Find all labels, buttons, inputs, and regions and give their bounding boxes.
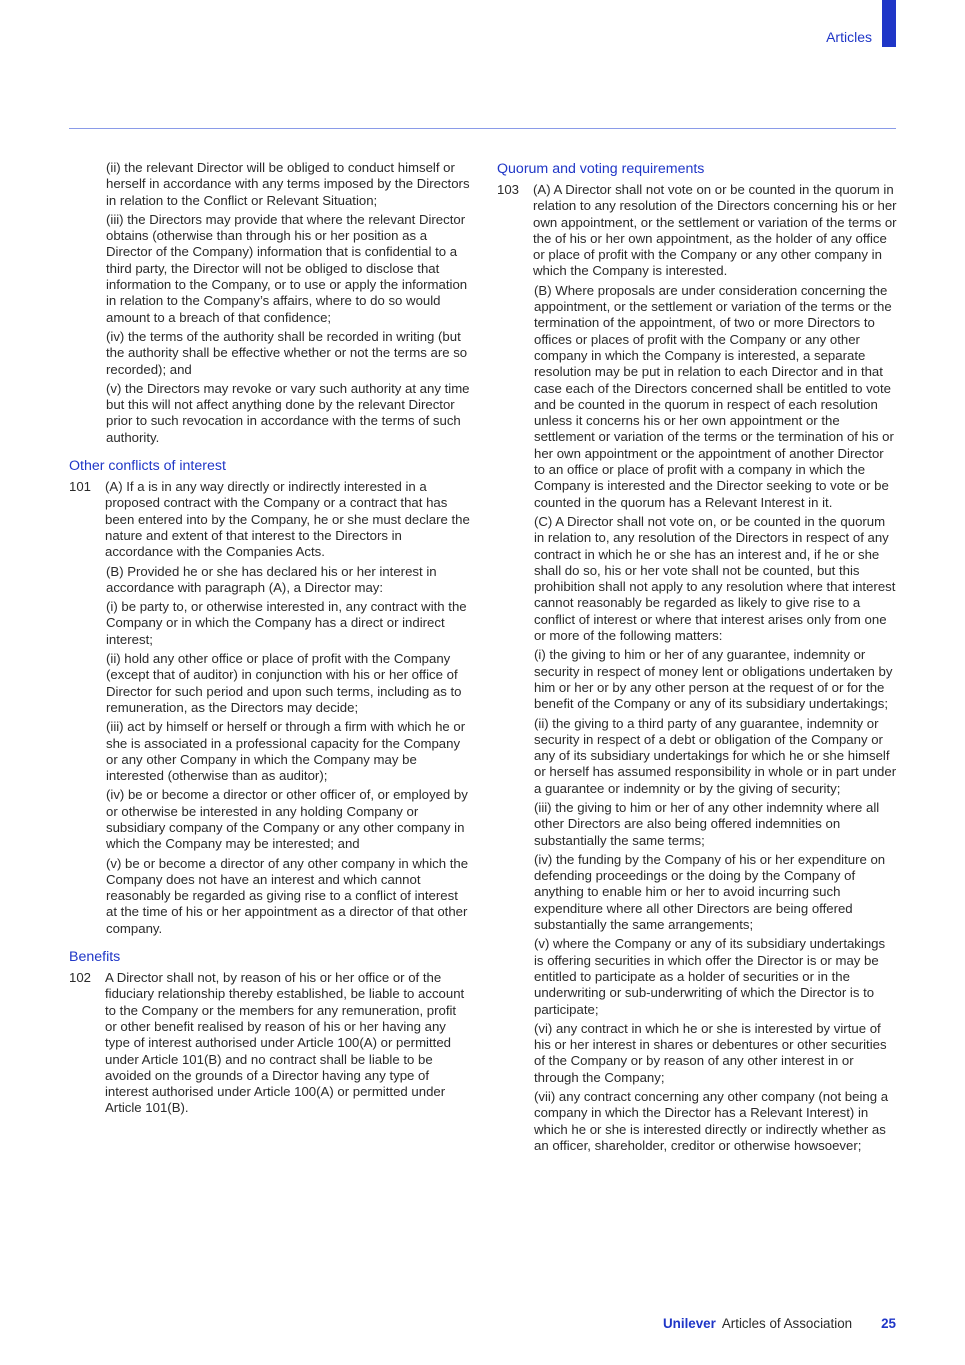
article-103-item: (vi) any contract in which he or she is interested by virtue of his or her interest in shares or debentures or other securities of the Company or by reason of any other interest in or through the Company;: [534, 1020, 887, 1085]
article-101: [69, 479, 471, 560]
article-103-item: (i) the giving to him or her of any guarantee, indemnity or security in respect of money lent or obligations undertaken by him or her or by any other person at the request of or for the benefit of the Company or any of its subsidiary undertakings;: [534, 647, 893, 712]
heading-quorum: Quorum and voting requirements: [497, 161, 705, 177]
article-101-item: (iv) be or become a director or other officer of, or employed by or otherwise be interested in any holding Company or subsidiary company of the Company or any other company in which the Company may be interested; and: [106, 787, 468, 852]
article-101-item: (B) Provided he or she has declared his or her interest in accordance with paragraph (A), a Director may:: [106, 563, 437, 595]
heading-other-conflicts: Other conflicts of interest: [69, 458, 226, 475]
article-103-item: (iii) the giving to him or her of any other indemnity where all other Directors are also being offered indemnities on substantially the same terms;: [534, 799, 880, 848]
continuation-item: (v) the Directors may revoke or vary such authority at any time but this will not affect anything done by the relevant Director prior to such revocation in accordance with the terms of such authority.: [106, 380, 470, 445]
article-103-item: (C) A Director shall not vote on, or be counted in the quorum in relation to, any resolution of the Directors in respect of any contract in which he or she has an interest and, if he or she shall do so, his or her vote shall not be counted, but this prohibition shall not apply to any resolution where that interest cannot reasonably be regarded as likely to give rise to a conflict of interest or where that interest arises only from one or more of the following matters:: [534, 513, 896, 644]
brand-name: Unilever: [663, 1316, 716, 1331]
article-number: 101: [69, 479, 92, 495]
left-column: [69, 160, 471, 1120]
heading-benefits: Benefits: [69, 949, 121, 966]
continuation-item: (ii) the relevant Director will be obliged to conduct himself or herself in accordance with any terms imposed by the Directors in relation to the Conflict or Relevant Situation;: [106, 160, 470, 208]
article-101-item: (iii) act by himself or herself or through a firm with which he or she is associated in a professional capacity for the Company or any other Company in which the Company may be interested (otherwise than as auditor);: [106, 719, 466, 784]
article-103-item: (ii) the giving to a third party of any guarantee, indemnity or security in respect of a debt or obligation of the Company or any of its subsidiary undertakings for which he or she himself or herself has assumed responsibility in whole or in part under a guarantee or indemnity or by the giving of security;: [534, 715, 897, 796]
article-102: [69, 970, 471, 1117]
article-103-item: (B) Where proposals are under consideration concerning the appointment, or the settlement or variation of the terms or the termination of the appointment, of two or more Directors to offices or places of profit with the Company or any other company in which the Company is interested, a separate resolution may be put in relation to each Director and in that case each of the Directors concerned shall be entitled to vote and be counted in the quorum in respect of each resolution unless it concerns his or her own appointment or the settlement or variation of the terms or the termination of his or her own appointment or the appointment of another Director to an office or place of profit with a company in which the Company is interested and the Director seeking to vote or be counted in the quorum has a Relevant Interest in it.: [534, 282, 894, 510]
continuation-item: (iii) the Directors may provide that where the relevant Director obtains (otherwise than through his or her position as a Director of the Company) information that is confidential to a third party, the Director will not be obliged to disclose that information to the Company, or to use or apply the information in relation to the Company’s affairs, where to do so would amount to a breach of that confidence;: [106, 211, 468, 325]
article-103-item: (v) where the Company or any of its subsidiary undertakings is offering securities in which offer the Director is or may be entitled to participate as a holder of securities or in the underwriting or sub-underwriting of which the Director is to participate;: [534, 936, 886, 1017]
section-label: Articles: [826, 29, 872, 45]
article-103-item: (vii) any contract concerning any other company (not being a company in which the Director has a Relevant Interest) in which he or she is interested directly or indirectly whether as an officer, shareholder, creditor or otherwise howsoever;: [534, 1089, 889, 1153]
document-title: Articles of Association: [721, 1316, 853, 1331]
article-103-item: (iv) the funding by the Company of his or her expenditure on defending proceedings or the doing by the Company of anything to enable him or her to avoid incurring such expenditure where all other Directors are being offered substantially the same arrangements;: [534, 851, 886, 933]
article-text: (A) A Director shall not vote on or be counted in the quorum in relation to any resolution of the Directors concerning his or her own appointment, or the settlement or variation of the terms or the of his or her own appointment, as the holder of any office or place of profit with the Company or any other company in which the Company is interested.: [533, 182, 897, 279]
page-footer: [663, 1316, 896, 1331]
page-number: 25: [881, 1316, 896, 1331]
header-divider: [69, 128, 896, 129]
article-101-item: (v) be or become a director of any other company in which the Company does not have an interest and which cannot reasonably be regarded as giving rise to a conflict of interest at the time of his or her appointment as a director of that other company.: [106, 855, 469, 936]
article-text: A Director shall not, by reason of his or her office or of the fiduciary relationship thereby established, be liable to account to the Company or the members for any remuneration, profit or other benefit realised by reason of his or her having any type of interest authorised under Article 100(A) or permitted under Article 101(B) and no contract shall be liable to be avoided on the grounds of a Director having any type of interest authorised under Article 100(A) or permitted under Article 101(B).: [105, 970, 465, 1116]
article-number: 103: [497, 182, 520, 197]
right-column: [497, 160, 897, 1157]
article-101-item: (ii) hold any other office or place of profit with the Company (except that of auditor) in conjunction with his or her office of Director for such period and upon such terms, including as to remuneration, as the Directors may decide;: [106, 651, 462, 715]
article-number: 102: [69, 970, 92, 986]
article-101-item: (i) be party to, or otherwise interested in, any contract with the Company or in which the Company has a direct or indirect interest;: [106, 599, 467, 647]
article-text: (A) If a is in any way directly or indirectly interested in a proposed contract with the Company or a contract that has been entered into by the Company, he or she must declare the nature and extent of that interest to the Directors in accordance with the Companies Acts.: [105, 479, 470, 560]
continuation-item: (iv) the terms of the authority shall be recorded in writing (but the authority shall be effective whether or not the terms are so recorded); and: [106, 328, 468, 377]
article-103: [497, 182, 897, 280]
section-tab-marker: [882, 0, 896, 47]
